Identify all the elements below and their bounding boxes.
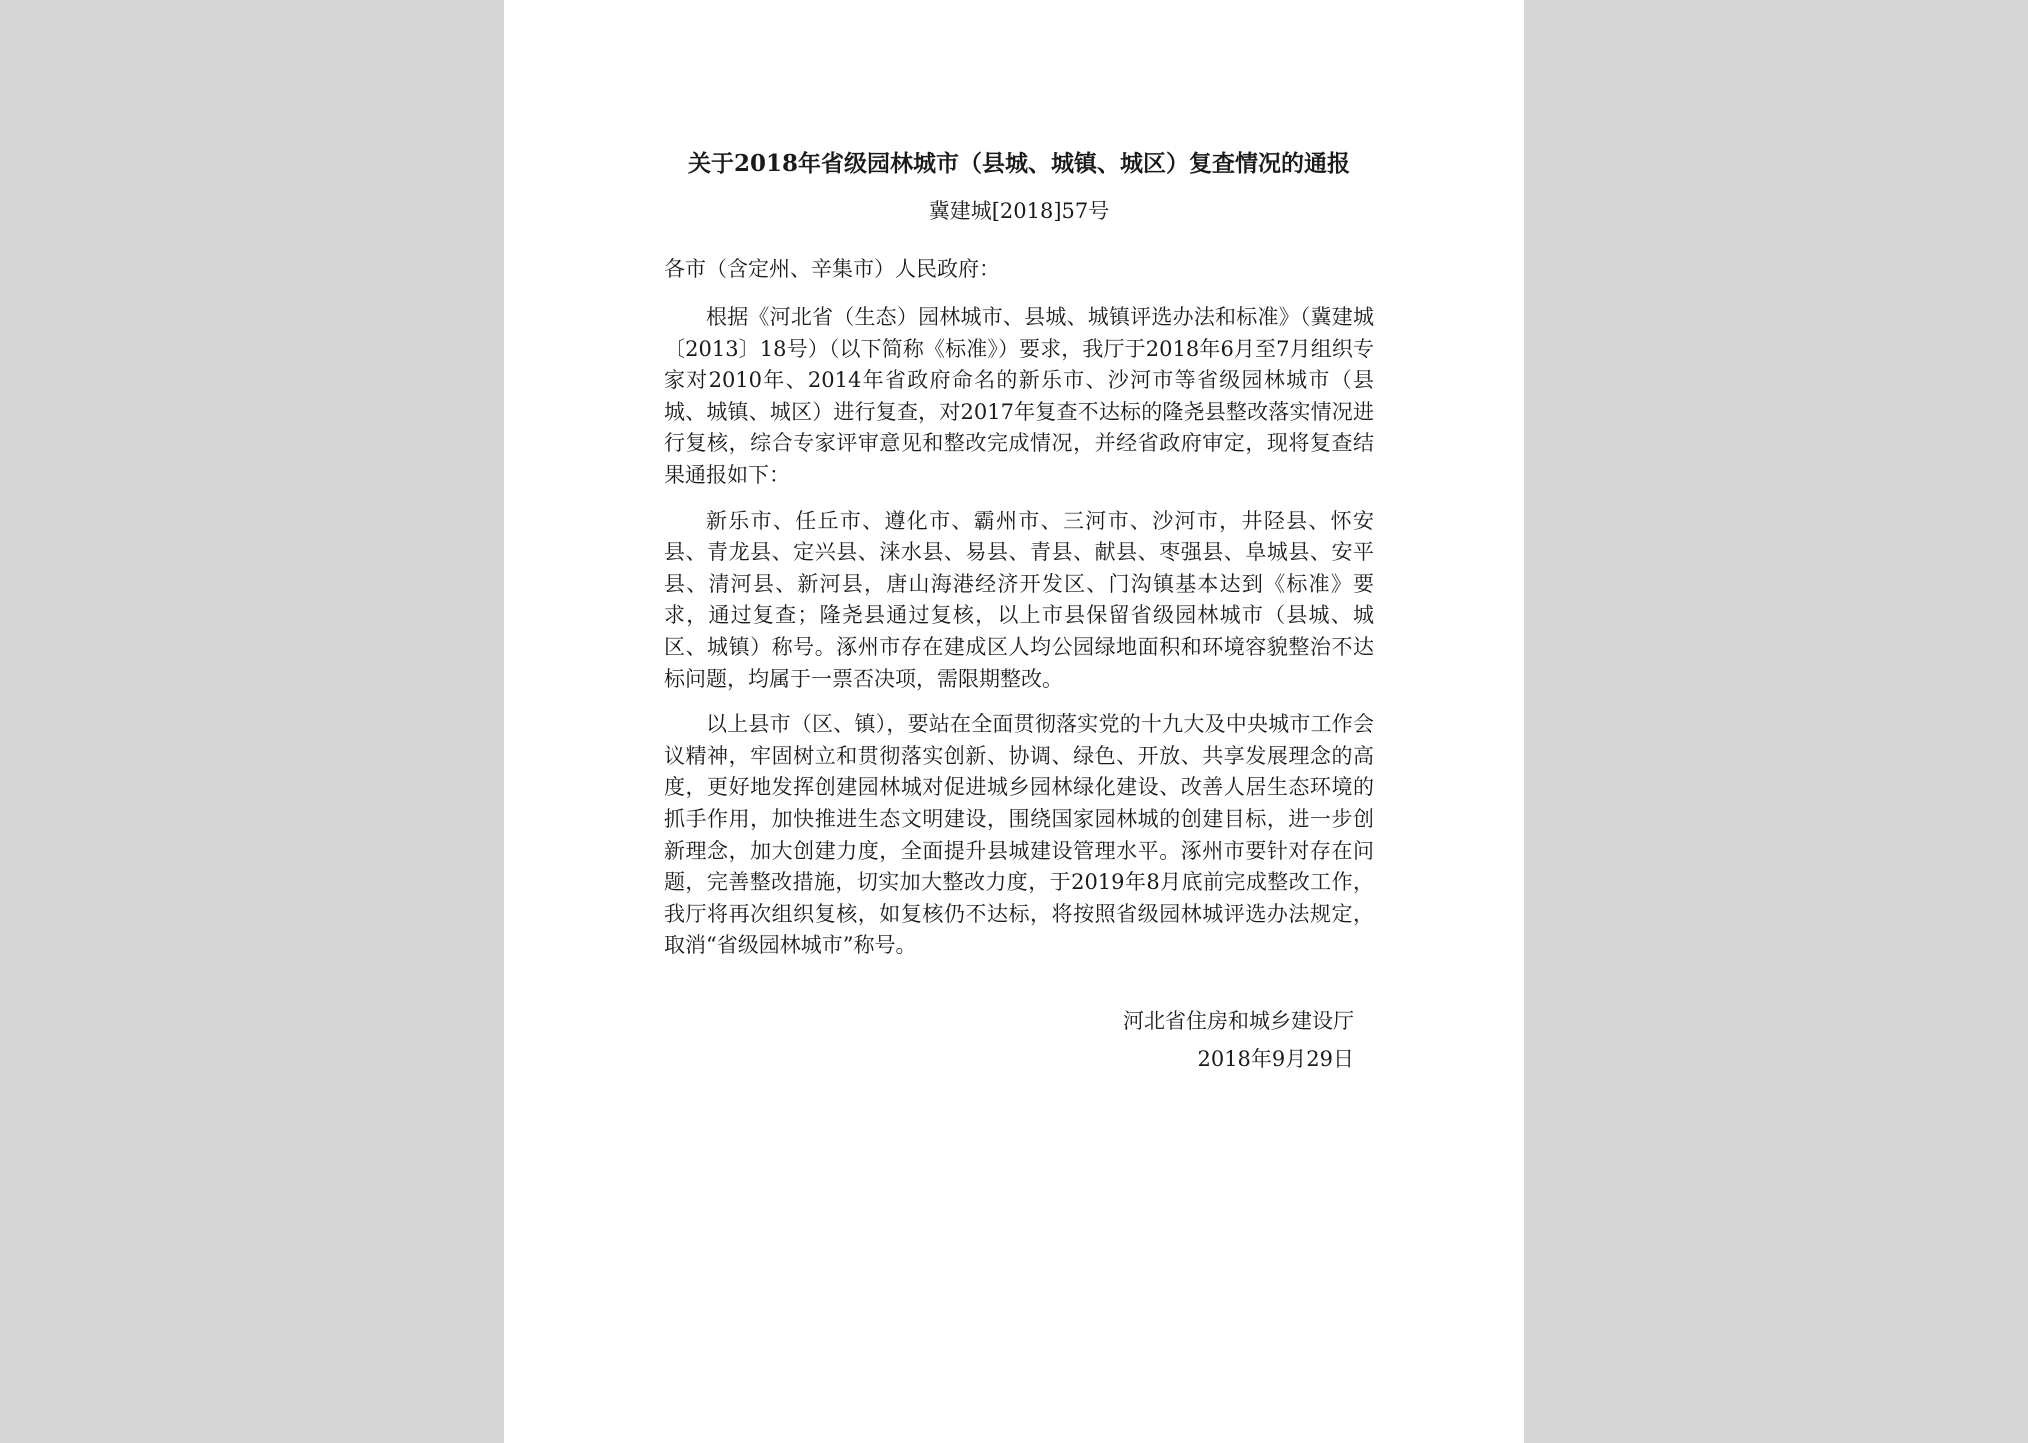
issue-date: 2018年9月29日 [1197,1046,1354,1071]
paragraph-intro: 根据《河北省（生态）园林城市、县城、城镇评选办法和标准》（冀建城〔2013〕18号）（以下简称《标准》）要求，我厅于2018年6月至7月组织专家对2010年、2014年省政府命名的新乐市、沙河市等省级园林城市（县城、城镇、城区）进行复查，对2017年复查不达标的隆尧县整改落实情况进行复核，综合专家评审意见和整改完成情况，并经省政府审定，现将复查结果通报如下： [664,305,1374,487]
document-number: 冀建城[2018]57号 [928,199,1110,223]
document-page [504,0,1524,1443]
salutation: 各市（含定州、辛集市）人民政府： [664,257,1000,281]
paragraph-results: 新乐市、任丘市、遵化市、霸州市、三河市、沙河市，井陉县、怀安县、青龙县、定兴县、涞水县、易县、青县、献县、枣强县、阜城县、安平县、清河县、新河县，唐山海港经济开发区、门沟镇基本达到《标准》要求，通过复查；隆尧县通过复核，以上市县保留省级园林城市（县城、城区、城镇）称号。涿州市存在建成区人均公园绿地面积和环境容貌整治不达标问题，均属于一票否决项，需限期整改。 [664,508,1374,691]
paragraph-requirements: 以上县市（区、镇），要站在全面贯彻落实党的十九大及中央城市工作会议精神，牢固树立和贯彻落实创新、协调、绿色、开放、共享发展理念的高度，更好地发挥创建园林城对促进城乡园林绿化建设、改善人居生态环境的抓手作用，加快推进生态文明建设，围绕国家园林城的创建目标，进一步创新理念，加大创建力度，全面提升县城建设管理水平。涿州市要针对存在问题，完善整改措施，切实加大整改力度，于2019年8月底前完成整改工作，我厅将再次组织复核，如复核仍不达标，将按照省级园林城评选办法规定，取消“省级园林城市”称号。 [664,712,1374,958]
document-title: 关于2018年省级园林城市（县城、城镇、城区）复查情况的通报 [687,150,1350,177]
document-content [664,146,1374,1078]
issuer-name: 河北省住房和城乡建设厅 [1123,1008,1354,1033]
